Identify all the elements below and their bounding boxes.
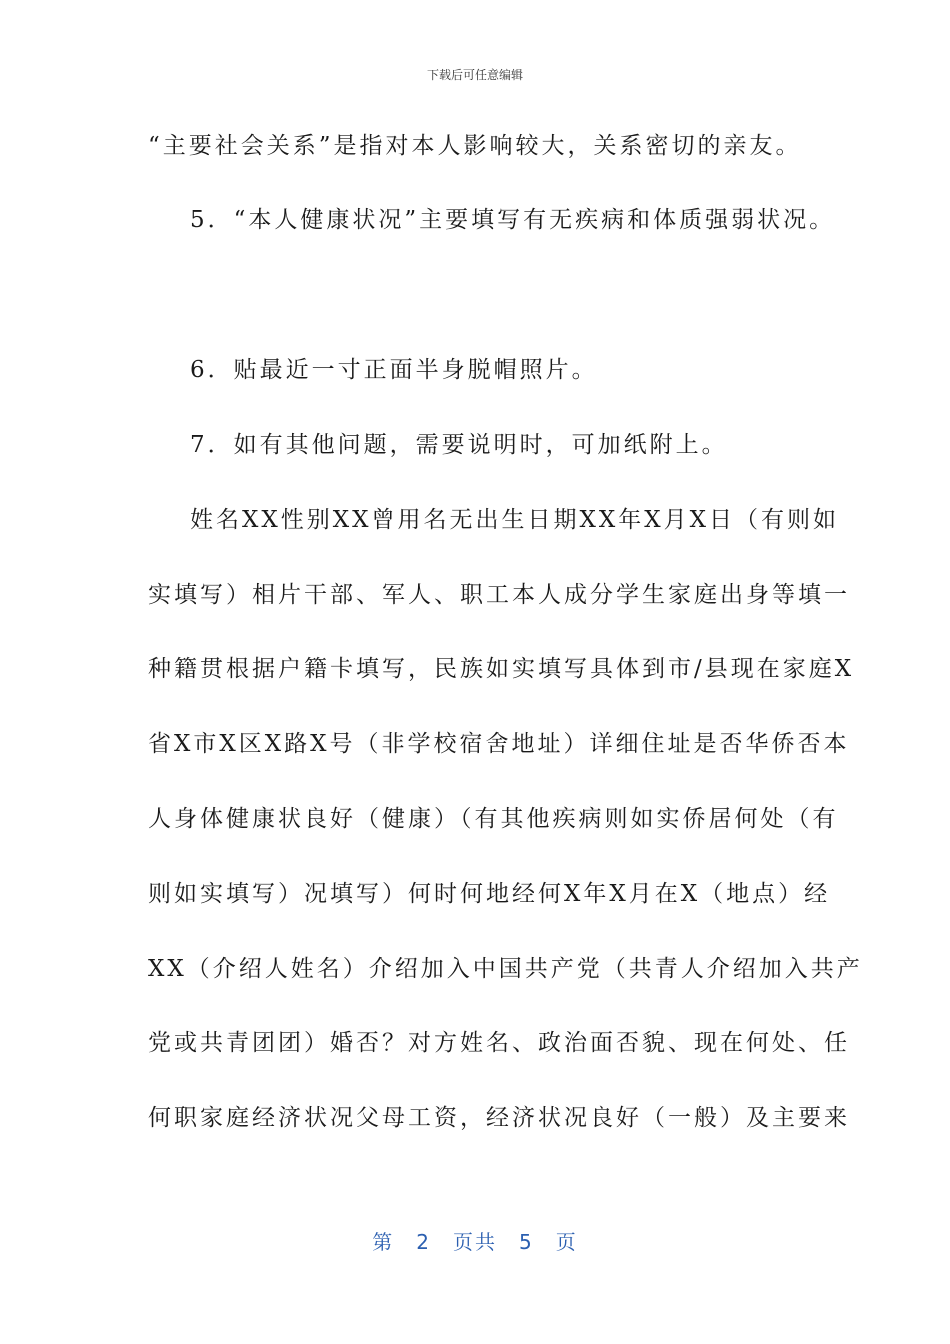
body-line: 省X市X区X路X号（非学校宿舍地址）详细住址是否华侨否本 xyxy=(148,731,850,757)
body-line: 实填写）相片干部、军人、职工本人成分学生家庭出身等填一 xyxy=(148,582,850,608)
body-line: 7．如有其他问题，需要说明时，可加纸附上。 xyxy=(190,432,728,458)
body-line: 种籍贯根据户籍卡填写，民族如实填写具体到市/县现在家庭X xyxy=(148,656,855,682)
body-line: 则如实填写）况填写）何时何地经何X年X月在X（地点）经 xyxy=(148,881,831,907)
body-line: 姓名XX性别XX曾用名无出生日期XX年X月X日（有则如 xyxy=(190,507,839,533)
page-footer xyxy=(0,1226,950,1255)
footer-suffix: 页 xyxy=(555,1230,578,1254)
page-header-note: 下载后可任意编辑 xyxy=(426,68,523,82)
body-line: 何职家庭经济状况父母工资，经济状况良好（一般）及主要来 xyxy=(148,1105,850,1131)
body-line: XX（介绍人姓名）介绍加入中国共产党（共青人介绍加入共产 xyxy=(148,956,863,982)
body-line: 5．“本人健康状况”主要填写有无疾病和体质强弱状况。 xyxy=(190,207,836,233)
footer-total-pages: 5 xyxy=(519,1230,534,1254)
footer-page-number: 2 xyxy=(416,1230,431,1254)
footer-prefix: 第 xyxy=(372,1230,395,1254)
footer-middle: 页共 xyxy=(453,1230,497,1254)
body-line: “主要社会关系”是指对本人影响较大，关系密切的亲友。 xyxy=(148,133,802,159)
body-line: 6．贴最近一寸正面半身脱帽照片。 xyxy=(190,357,598,383)
body-line: 党或共青团团）婚否？对方姓名、政治面否貌、现在何处、任 xyxy=(148,1030,850,1056)
body-line: 人身体健康状良好（健康）（有其他疾病则如实侨居何处（有 xyxy=(148,806,839,832)
